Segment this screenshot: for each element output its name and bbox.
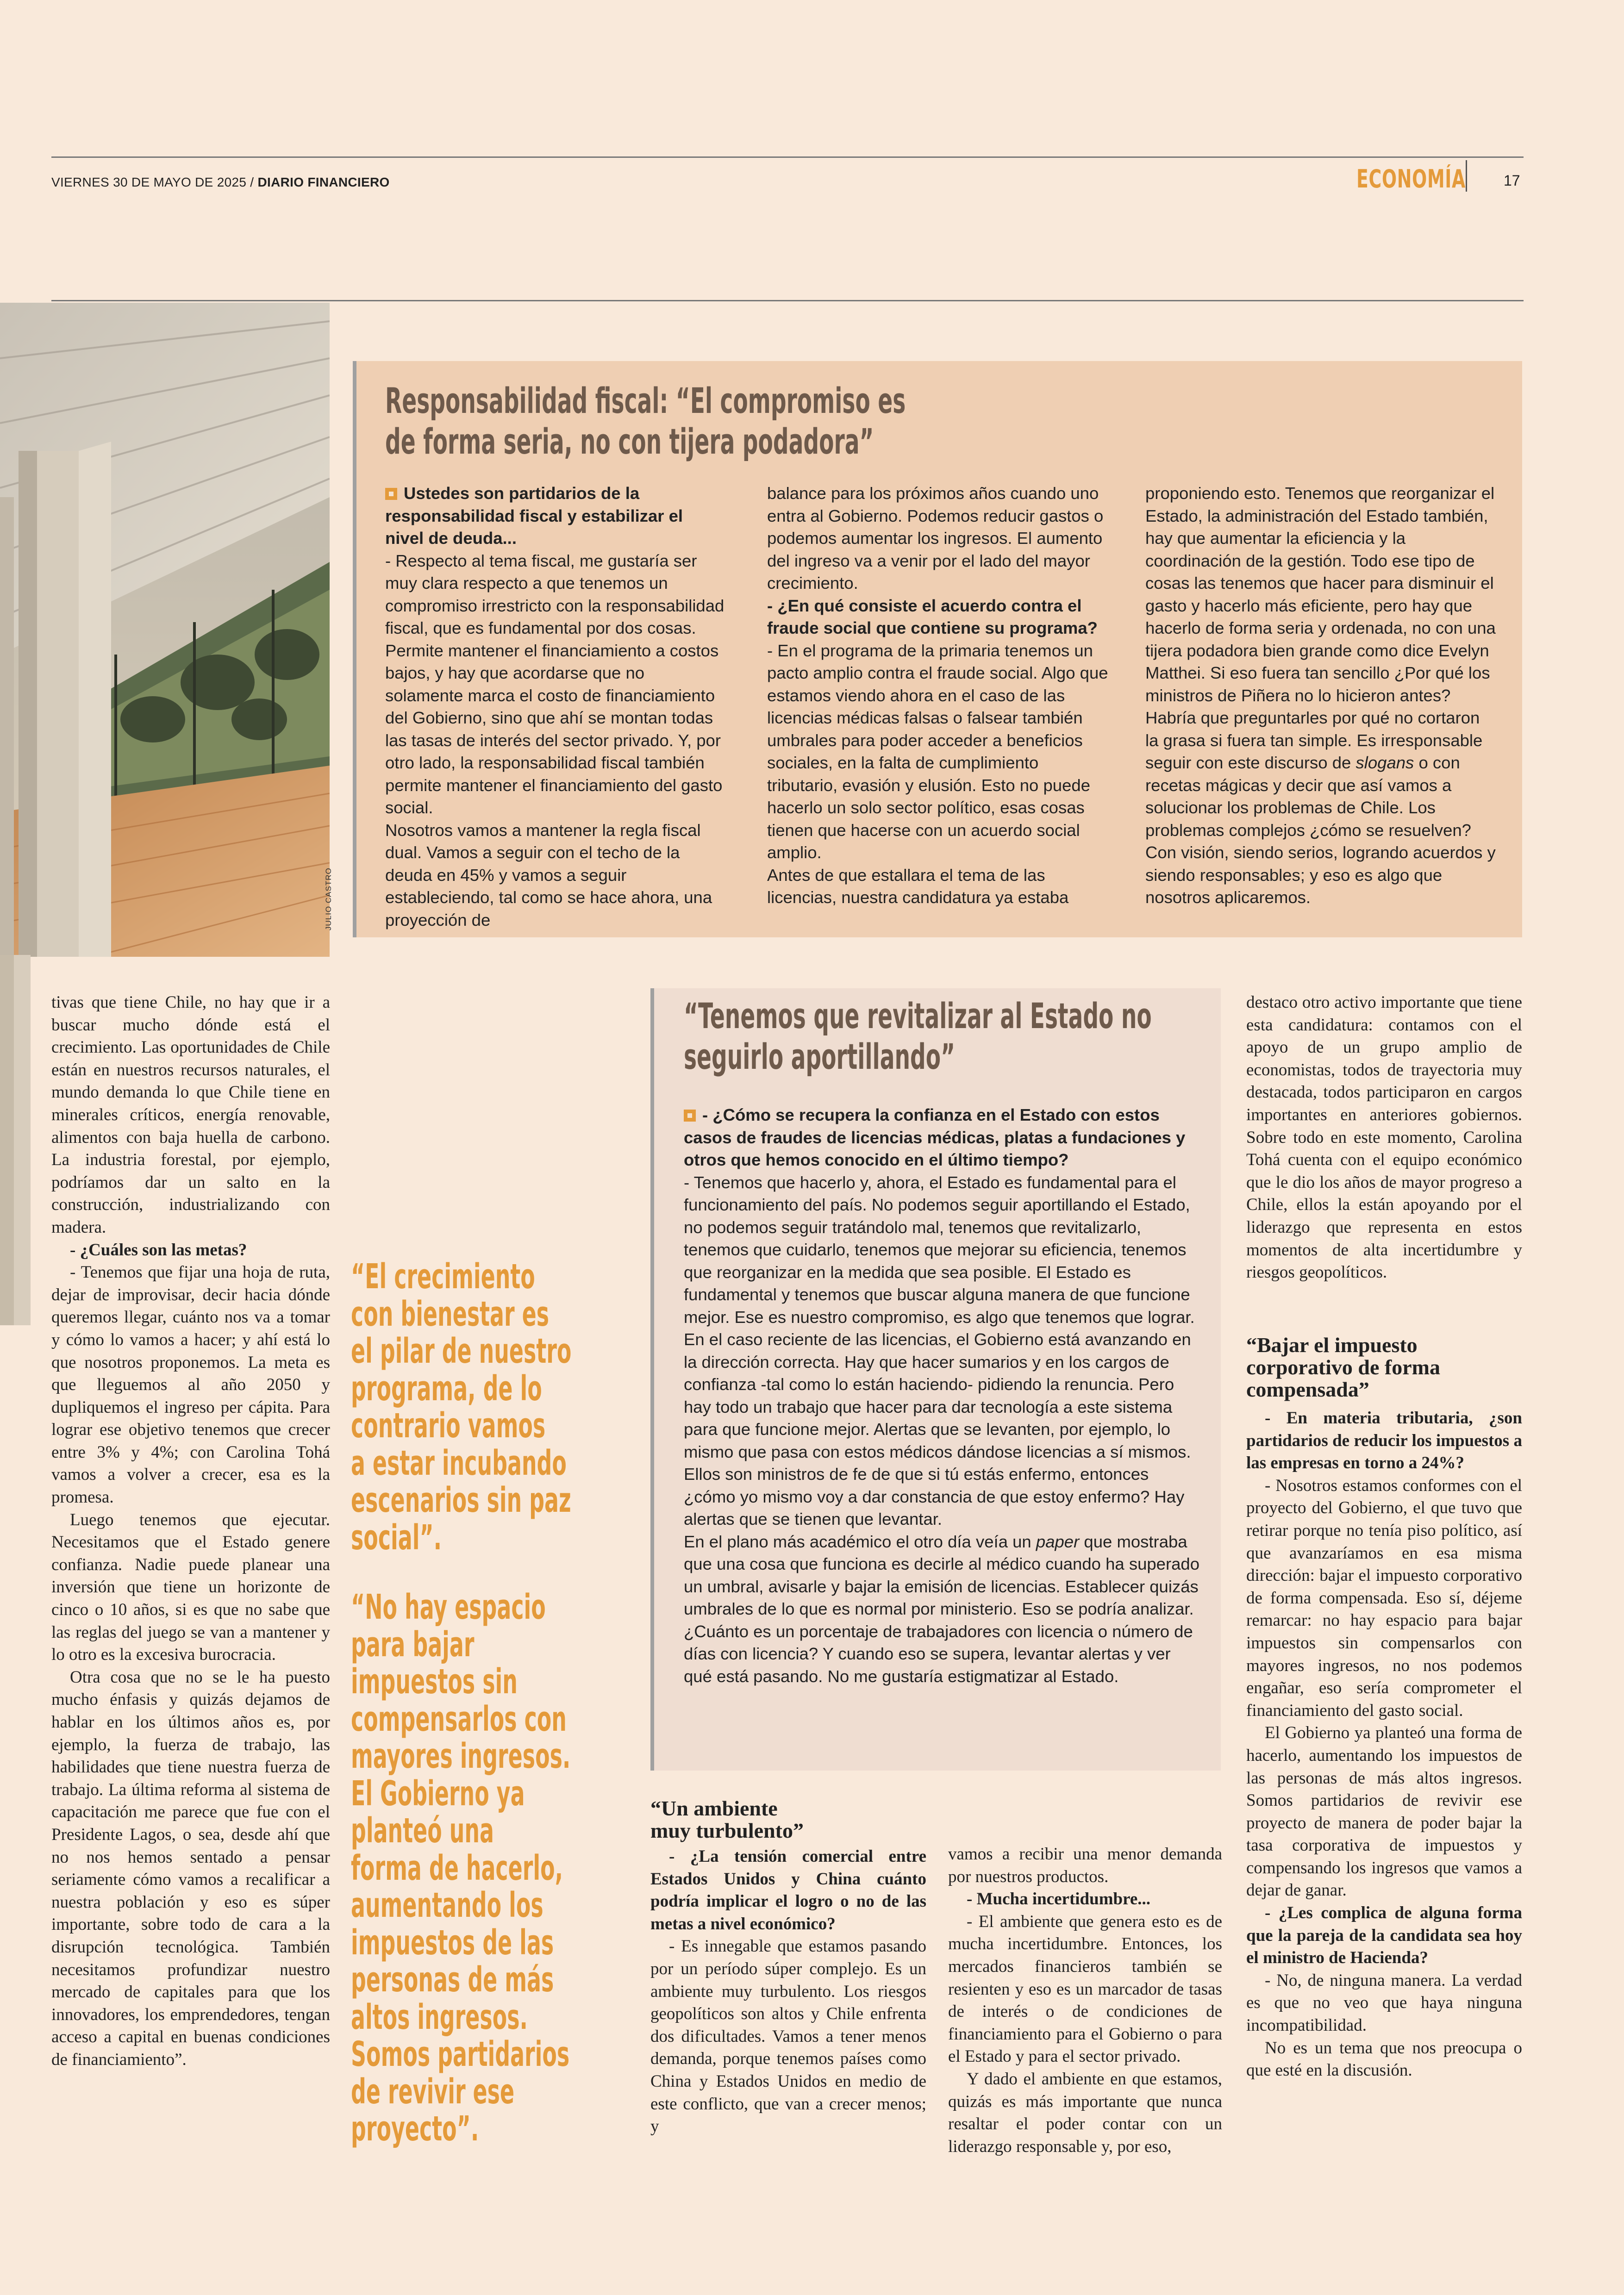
quote-line: forma de hacerlo,: [351, 1848, 563, 1888]
question: - ¿Cómo se recupera la confianza en el Estado con estos casos de fraudes de licencias médicas, platas a fundaciones y otros que hemos conocido en el último tiempo?: [684, 1105, 1186, 1169]
title-line: Responsabilidad fiscal: “El compromiso es: [385, 380, 906, 421]
pull-quote-growth: [351, 1258, 571, 1556]
quote-line: impuestos sin: [351, 1662, 518, 1702]
quote-line: El Gobierno ya: [351, 1773, 525, 1814]
quote-line: compensarlos con: [351, 1699, 567, 1739]
paragraph: - En el programa de la primaria tenemos un pacto amplio contra el fraude social. Algo que estamos viendo ahora en el caso de las licencias médicas falsas o falsear también umbrales para poder acceder a beneficios sociales, en la falta de cumplimiento tributario, evasión y elusión. Esto no puede hacerlo un solo sector político, esas cosas tienen que hacerse con un acuerdo social amplio.: [767, 641, 1108, 862]
quote-line: social”.: [351, 1517, 442, 1558]
paragraph: Antes de que estallara el tema de las licencias, nuestra candidatura ya estaba: [767, 865, 1069, 907]
quote-line: aumentando los: [351, 1885, 543, 1925]
header-publication: DIARIO FINANCIERO: [257, 175, 390, 189]
quote-line: de revivir ese: [351, 2071, 515, 2112]
paragraph: Nosotros vamos a mantener la regla fiscal dual. Vamos a seguir con el techo de la deuda en 45% y vamos a seguir estableciendo, tal como se hace ahora, una proyección de: [385, 820, 712, 929]
box-title-fiscal: [385, 380, 906, 462]
paragraph: tivas que tiene Chile, no hay que ir a buscar mucho dónde está el crecimiento. Las oportunidades de Chile están en nuestros recursos naturales, el mundo demanda lo que Chile tiene en minerales críticos, energía renovable, alimentos con baja huella de carbono. La industria forestal, por ejemplo, podríamos dar un salto en la construcción, industrializando con madera.: [51, 993, 330, 1237]
subheading-impuesto: [1246, 1334, 1440, 1401]
quote-line: personas de más: [351, 1960, 554, 2000]
box1-column-1: [385, 482, 725, 931]
photo-strip-illustration: [0, 955, 31, 1325]
architecture-photo-strip: [0, 955, 31, 1325]
sidebar-box-fiscal: [353, 361, 1522, 937]
text-run: En el plano más académico el otro día veía un: [684, 1532, 1031, 1551]
question: - ¿En qué consiste el acuerdo contra el fraude social que contiene su programa?: [767, 596, 1098, 637]
paragraph: No es un tema que nos preocupa o que esté en la discusión.: [1246, 2038, 1522, 2080]
paragraph: - Nosotros estamos conformes con el proyecto del Gobierno, el que tuvo que retirar porque no tenía piso político, así que avanzaríamos en esa misma dirección: bajar el impuesto corporativo de forma compensada. Eso sí, déjeme remarcar: no hay espacio para bajar impuestos sin compensarlos con mayores ingresos, no nos podemos engañar, eso sería comprometer el financiamiento del gasto social.: [1246, 1476, 1522, 1720]
quote-line: a estar incubando: [351, 1443, 567, 1483]
text-run: o con recetas mágicas y decir que así vamos a solucionar los problemas de Chile. Los problemas complejos ¿cómo se resuelven? Con visión, siendo serios, logrando acuerdos y siendo responsables; y eso es algo que nosotros aplicaremos.: [1145, 753, 1496, 907]
building-illustration: [0, 303, 330, 957]
pull-quote-taxes: [351, 1589, 570, 2148]
paragraph: - No, de ninguna manera. La verdad es que no veo que haya ninguna incompatibilidad.: [1246, 1971, 1522, 2035]
paragraph: - El ambiente que genera esto es de mucha incertidumbre. Entonces, los mercados financieros también se resienten y eso es un marcador de tasas de interés o de condiciones de financiamiento para el Gobierno o para el Estado y para el sector privado.: [948, 1912, 1222, 2066]
turbulento-column-2: [948, 1843, 1222, 2158]
paragraph: destaco otro activo importante que tiene esta candidatura: contamos con el apoyo de un grupo amplio de economistas, todos de trayectoria muy destacada, todos participaron en cargos importantes en anteriores gobiernos. Sobre todo en este momento, Carolina Tohá cuenta con el equipo económico que le dio los años de mayor progreso a Chile, ellos la están apoyando por el liderazgo que representa en estos momentos de alta incertidumbre y riesgos geopolíticos.: [1246, 993, 1522, 1282]
italic-term: slogans: [1355, 753, 1414, 772]
quote-line: proyecto”.: [351, 2109, 479, 2149]
quote-line: programa, de lo: [351, 1368, 542, 1409]
paragraph: vamos a recibir una menor demanda por nuestros productos.: [948, 1845, 1222, 1886]
quote-line: contrario vamos: [351, 1406, 546, 1446]
header-date: VIERNES 30 DE MAYO DE 2025 /: [51, 175, 254, 189]
paragraph: - Respecto al tema fiscal, me gustaría ser muy clara respecto a que tenemos un compromiso irrestricto con la responsabilidad fiscal, que es fundamental por dos cosas. Permite mantener el financiamiento a costos bajos, y hay que acordarse que no solamente marca el costo de financiamiento del Gobierno, sino que ahí se montan todas las tasas de interés del sector privado. Y, por otro lado, la responsabilidad fiscal también permite mantener el financiamiento del gasto social.: [385, 551, 725, 817]
question: Ustedes son partidarios de la responsabilidad fiscal y estabilizar el nivel de deuda...: [385, 484, 683, 548]
header-dateline: [51, 175, 390, 190]
quote-line: “El crecimiento: [351, 1257, 535, 1297]
square-bullet-icon: [385, 488, 397, 500]
quote-line: planteó una: [351, 1811, 494, 1851]
heading-line: “Bajar el impuesto: [1246, 1333, 1418, 1357]
text-run: proponiendo esto. Tenemos que reorganizar el Estado, la administración del Estado también, hay que aumentar la eficiencia y la coordinación de la gestión. Todo ese tipo de cosas las tenemos que hacer para disminuir el gasto y hacerlo más eficiente, pero hay que hacerlo de forma seria y ordenada, no con una tijera podadora bien grande como dice Evelyn Matthei. Si eso fuera tan sencillo ¿Por qué los ministros de Piñera no lo hicieron antes? Habría que preguntarles por qué no cortaron la grasa si fuera tan simple. Es irresponsable seguir con este discurso de: [1145, 484, 1496, 772]
box2-column: [684, 1104, 1202, 1688]
header-separator: [1466, 160, 1467, 192]
page-number: 17: [1504, 172, 1520, 189]
question: - ¿Les complica de alguna forma que la pareja de la candidata sea hoy el ministro de Hacienda?: [1246, 1903, 1522, 1968]
turbulento-column-1: [650, 1846, 926, 2138]
paragraph: Y dado el ambiente en que estamos, quizás es más importante que nunca resaltar el poder contar con un liderazgo responsable y, por eso,: [948, 2069, 1222, 2156]
quote-line: con bienestar es: [351, 1294, 550, 1334]
subheading-turbulento: [650, 1797, 804, 1842]
photo-credit: JULIO CASTRO: [324, 867, 333, 930]
heading-line: muy turbulento”: [650, 1819, 804, 1842]
text-run: que mostraba que una cosa que funciona es decirle al médico cuando ha superado un umbral, avisarle y bajar la emisión de licencias. Establecer quizás umbrales de lo que es normal por ministerio. Eso se podría analizar. ¿Cuánto es un porcentaje de trabajadores con licencia o número de días con licencia? Y cuando eso se supera, levantar alertas y ver qué está pasando. No me gustaría estigmatizar al Estado.: [684, 1532, 1200, 1686]
title-line: “Tenemos que revitalizar al Estado no: [684, 995, 1152, 1036]
quote-line: mayores ingresos.: [351, 1736, 571, 1776]
architecture-photo: [0, 303, 330, 957]
title-line: de forma seria, no con tijera podadora”: [385, 421, 874, 462]
quote-line: “No hay espacio: [351, 1587, 546, 1627]
paragraph: - Tenemos que hacerlo y, ahora, el Estado es fundamental para el funcionamiento del país. No podemos seguir aportillando el Estado, no podemos seguir tratándolo mal, tenemos que revitalizarlo, tenemos que cuidarlo, tenemos que mejorar su eficiencia, tenemos que reorganizar en la medida que sea posible. El Estado es fundamental y tenemos que buscar alguna manera de que funcione mejor. Ese es nuestro compromiso, es algo que tenemos que lograr.: [684, 1172, 1195, 1327]
paragraph: Otra cosa que no se le ha puesto mucho énfasis y quizás dejamos de hablar en los últimos años es, por ejemplo, la fuerza de trabajo, las habilidades que tiene nuestra fuerza de trabajo. La última reforma al sistema de capacitación me parece que fue con el Presidente Lagos, o sea, desde ahí que no nos hemos sentado a pensar seriamente cómo vamos a recalificar a nuestra población y eso es súper importante, sobre todo de cara a la disrupción tecnológica. También necesitamos profundizar nuestro mercado de capitales para que los innovadores, los emprendedores, tengan acceso a capital en buenas condiciones de financiamiento”.: [51, 1667, 330, 2069]
italic-term: paper: [1036, 1532, 1080, 1551]
paragraph: En el caso reciente de las licencias, el Gobierno está avanzando en la dirección correcta. Hay que hacer sumarios y en los cargos de confianza -tal como lo están haciendo- pidiendo la renuncia. Pero hay todo un trabajo que hacer para dar tecnología a este sistema para que funcione mejor. Alertas que se levanten, por ejemplo, lo mismo que pasa con estos médicos dándose licencias a sí mismos. Ellos son ministros de fe de que si tú estás enfermo, entonces ¿cómo yo mismo voy a dar constancia de que estoy enfermo? Hay alertas que se tienen que levantar.: [684, 1330, 1191, 1528]
square-bullet-icon: [684, 1110, 696, 1122]
quote-line: el pilar de nuestro: [351, 1331, 572, 1371]
question: - Mucha incertidumbre...: [967, 1890, 1151, 1909]
paragraph: El Gobierno ya planteó una forma de hacerlo, aumentando los impuestos de las personas de más altos ingresos. Somos partidarios de revivir ese proyecto de manera de poder bajar la tasa corporativa de impuestos y compensando los ingresos que vamos a dejar de ganar.: [1246, 1723, 1522, 1900]
quote-line: impuestos de las: [351, 1922, 554, 1963]
heading-line: corporativo de forma: [1246, 1355, 1440, 1379]
title-line: seguirlo aportillando”: [684, 1036, 956, 1077]
paragraph: - Tenemos que fijar una hoja de ruta, dejar de improvisar, decir hacia dónde queremos llegar, cuánto nos va a tomar y cómo lo vamos a hacer; y ahí está lo que nosotros proponemos. La meta es que lleguemos al año 2050 y dupliquemos el ingreso per cápita. Para lograr ese objetivo tenemos que crecer entre 3% y 4%; con Carolina Tohá vamos a volver a crecer, esa es la promesa.: [51, 1263, 330, 1507]
paragraph: - Es innegable que estamos pasando por un período súper complejo. Es un ambiente muy turbulento. Los riesgos geopolíticos son altos y Chile enfrenta dos dificultades. Vamos a tener menos demanda, porque tenemos países como China y Estados Unidos en medio de este conflicto, que van a crecer menos; y: [650, 1937, 926, 2136]
quote-line: altos ingresos.: [351, 1997, 528, 2037]
right-column-bottom: [1246, 1407, 1522, 2082]
heading-line: compensada”: [1246, 1378, 1369, 1401]
box-accent-bar: [650, 988, 654, 1771]
header-top-rule: [51, 156, 1524, 158]
heading-line: “Un ambiente: [650, 1796, 778, 1820]
question: - ¿La tensión comercial entre Estados Unidos y China cuánto podría implicar el logro o no de las metas a nivel económico?: [650, 1847, 926, 1933]
quote-line: para bajar: [351, 1624, 475, 1665]
question: - En materia tributaria, ¿son partidarios de reducir los impuestos a las empresas en torno a 24%?: [1246, 1409, 1522, 1473]
box1-column-2: [767, 482, 1112, 909]
question: - ¿Cuáles son las metas?: [70, 1240, 247, 1260]
box1-column-3: [1145, 482, 1497, 909]
left-column: [51, 992, 330, 2071]
box-accent-bar: [353, 361, 356, 937]
section-name: ECONOMÍA: [1356, 164, 1466, 193]
paragraph: Luego tenemos que ejecutar. Necesitamos que el Estado genere confianza. Nadie puede planear una inversión que tiene un horizonte de cinco o 10 años, si es que no sabe que las reglas del juego se van a mantener y lo otro es la excesiva burocracia.: [51, 1510, 330, 1665]
right-column-top: [1246, 992, 1522, 1284]
quote-line: Somos partidarios: [351, 2034, 570, 2074]
paragraph: balance para los próximos años cuando uno entra al Gobierno. Podemos reducir gastos o podemos aumentar los ingresos. El aumento del ingreso va a venir por el lado del mayor crecimiento.: [767, 484, 1104, 592]
quote-line: escenarios sin paz: [351, 1480, 571, 1520]
sidebar-box-state: [650, 988, 1221, 1771]
box-title-state: [684, 996, 1152, 1077]
header-bottom-rule: [51, 300, 1524, 301]
